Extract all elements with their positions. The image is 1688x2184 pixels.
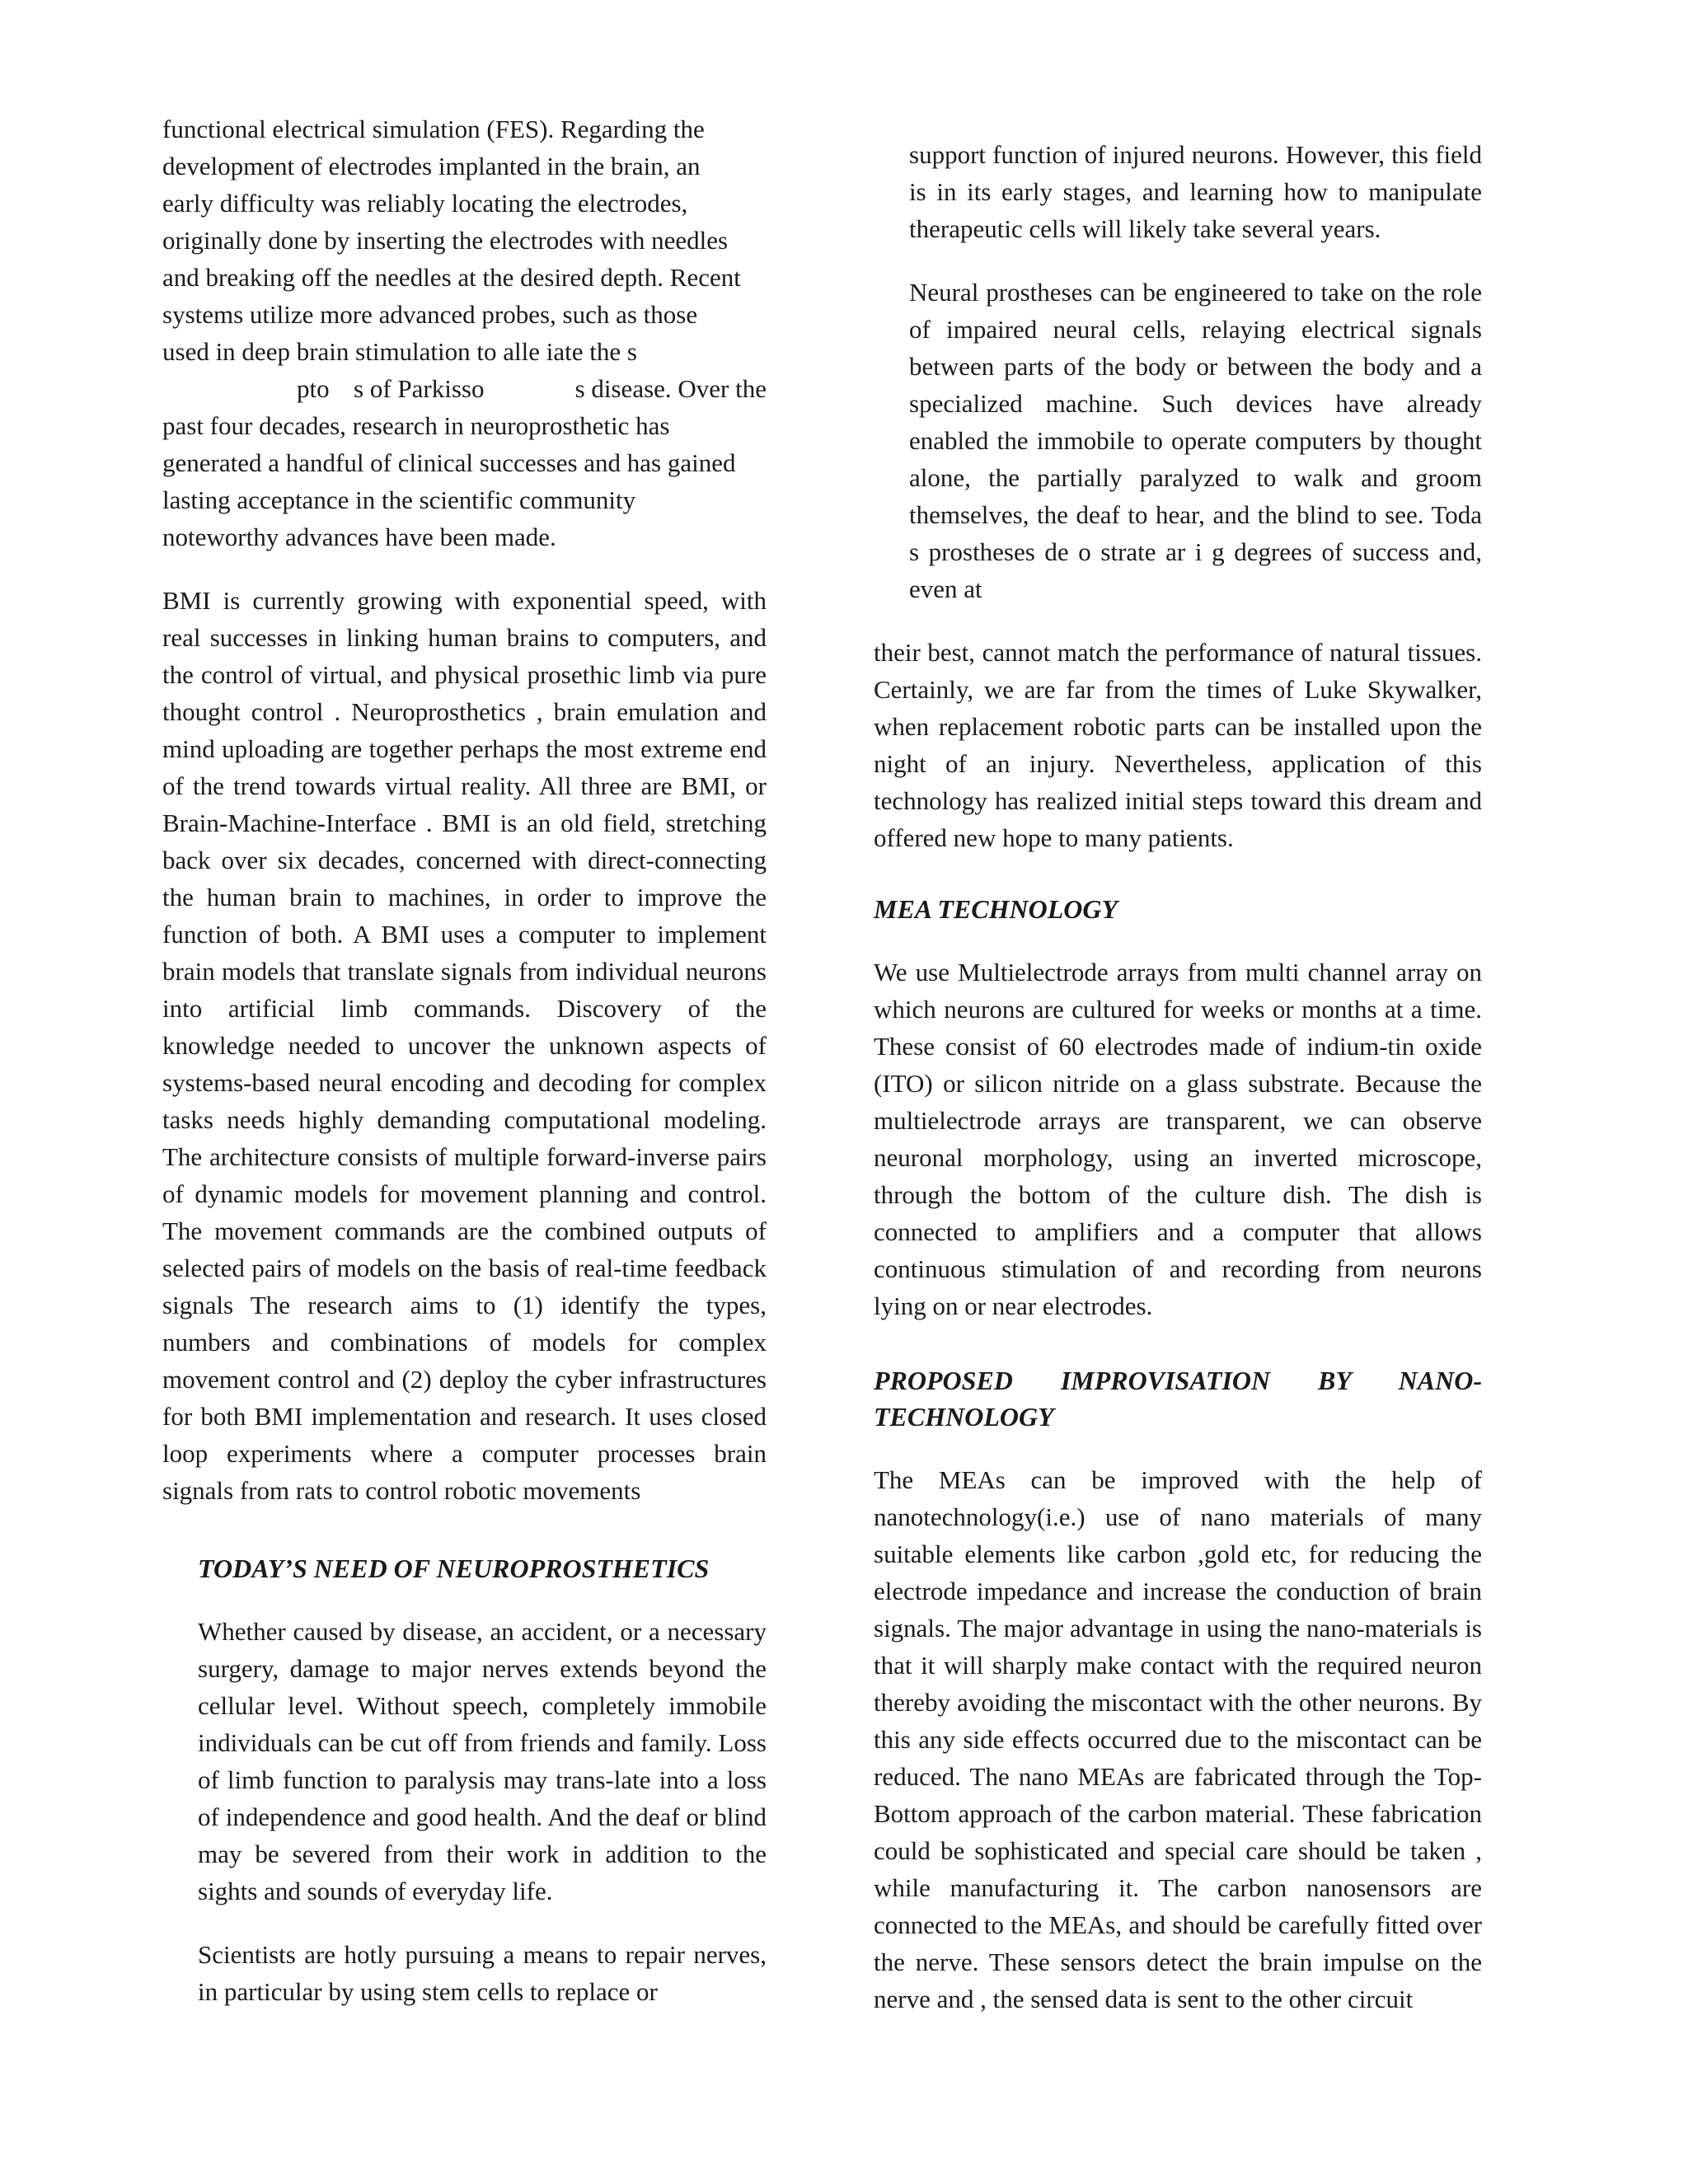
left-para-1: [162, 110, 767, 555]
text-line: generated a handful of clinical successes and has gained: [162, 448, 736, 477]
text-line: used in deep brain stimulation to alle iate the s: [162, 337, 637, 366]
text-fragment: s disease. Over the: [574, 374, 767, 403]
section-heading: TODAY’S NEED OF NEUROPROSTHETICS: [198, 1554, 710, 1583]
text-line: development of electrodes implanted in the brain, an: [162, 152, 701, 180]
text-line: early difficulty was reliably locating the electrodes,: [162, 189, 688, 218]
left-para-2: BMI is currently growing with exponential speed, with real successes in linking human brains to computers, and the control of virtual, and physical prosethic limb via pure thought control . Neuroprosthetics , brain emulation and mind uploading are together perhaps the most extreme end of the trend towards virtual reality. All three are BMI, or Brain-Machine-Interface . BMI is an old field, stretching back over six decades, concerned with direct-connecting the human brain to machines, in order to improve the function of both. A BMI uses a computer to implement brain models that translate signals from individual neurons into artificial limb commands. Discovery of the knowledge needed to uncover the unknown aspects of systems-based neural encoding and decoding for complex tasks needs highly demanding computational modeling. The architecture consists of multiple forward-inverse pairs of dynamic models for movement planning and control. The movement commands are the combined outputs of selected pairs of models on the basis of real-time feedback signals The research aims to (1) identify the types, numbers and combinations of models for complex movement control and (2) deploy the cyber infrastructures for both BMI implementation and research. It uses closed loop experiments where a computer processes brain signals from rats to control robotic movements: [162, 586, 767, 1505]
text-line: past four decades, research in neuroprosthetic has: [162, 411, 670, 440]
right-para-2: Neural prostheses can be engineered to take on the role of impaired neural cells, relaying electrical signals between parts of the body or between the body and a specialized machine. Such devices have already enabled the immobile to operate computers by thought alone, the partially paralyzed to walk and groom themselves, the deaf to hear, and the blind to see. Toda s prostheses de o strate ar i g degrees of success and, even at: [909, 278, 1482, 603]
text-line: functional electrical simulation (FES). Regarding the: [162, 115, 705, 143]
right-para-3: their best, cannot match the performance of natural tissues. Certainly, we are far from the times of Luke Skywalker, when replacement robotic parts can be installed upon the night of an injury. Nevertheless, application of this technology has realized initial steps toward this dream and offered new hope to many patients.: [874, 638, 1482, 852]
section-heading-mea: MEA TECHNOLOGY: [874, 894, 1118, 924]
text-line-gapped: [162, 370, 767, 407]
text-line: and breaking off the needles at the desired depth. Recent: [162, 263, 741, 292]
right-indented-block: [909, 136, 1482, 607]
text-fragment: pto: [297, 374, 330, 403]
right-para-1: support function of injured neurons. However, this field is in its early stages, and learning how to manipulate therapeutic cells will likely take several years.: [909, 140, 1482, 243]
right-column: [874, 110, 1482, 2043]
text-line: systems utilize more advanced probes, such as those: [162, 300, 698, 329]
text-line: originally done by inserting the electrodes with needles: [162, 226, 729, 255]
right-para-5: The MEAs can be improved with the help of nanotechnology(i.e.) use of nano materials of many suitable elements like carbon ,gold etc, for reducing the electrode impedance and increase the conduction of brain signals. The major advantage in using the nano-materials is that it will sharply make contact with the required neuron thereby avoiding the miscontact with the other neurons. By this any side effects occurred due to the miscontact can be reduced. The nano MEAs are fabricated through the Top-Bottom approach of the carbon material. These fabrication could be sophisticated and special care should be taken , while manufacturing it. The carbon nanosensors are connected to the MEAs, and should be carefully fitted over the nerve. These sensors detect the brain impulse on the nerve and , the sensed data is sent to the other circuit: [874, 1465, 1482, 2013]
text-line: lasting acceptance in the scientific community: [162, 485, 636, 514]
left-section-need: [198, 1550, 767, 2010]
text-line: noteworthy advances have been made.: [162, 523, 556, 551]
section-heading-proposed: PROPOSED IMPROVISATION BY NANO-TECHNOLOGY: [874, 1366, 1482, 1432]
left-para-4: Scientists are hotly pursuing a means to repair nerves, in particular by using stem cells to replace or: [198, 1940, 767, 2006]
left-column: [162, 110, 767, 2036]
text-fragment: s of Parkisso: [354, 374, 485, 403]
left-para-3: Whether caused by disease, an accident, or a necessary surgery, damage to major nerves extends beyond the cellular level. Without speech, completely immobile individuals can be cut off from friends and family. Loss of limb function to paralysis may trans-late into a loss of independence and good health. And the deaf or blind may be severed from their work in addition to the sights and sounds of everyday life.: [198, 1617, 767, 1905]
right-para-4: We use Multielectrode arrays from multi channel array on which neurons are cultured for weeks or months at a time. These consist of 60 electrodes made of indium-tin oxide (ITO) or silicon nitride on a glass substrate. Because the multielectrode arrays are transparent, we can observe neuronal morphology, using an inverted microscope, through the bottom of the culture dish. The dish is connected to amplifiers and a computer that allows continuous stimulation of and recording from neurons lying on or near electrodes.: [874, 958, 1482, 1320]
